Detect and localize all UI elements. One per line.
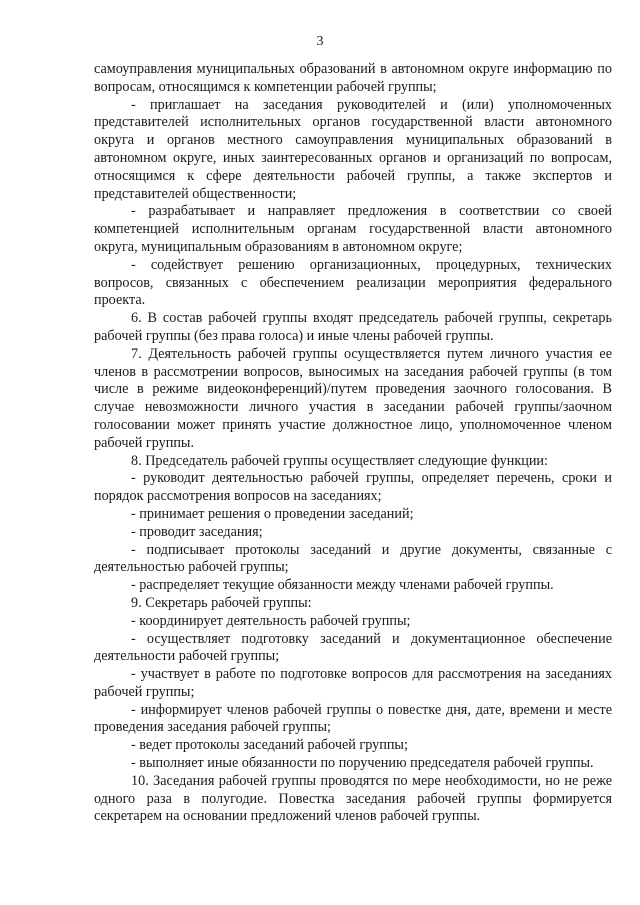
paragraph: - разрабатывает и направляет предложения в соответствии со своей компетенцией исполнительным органам государственной власти автономного округа, муниципальным образованиям в автономном округе; bbox=[94, 203, 612, 255]
document-body bbox=[94, 61, 612, 826]
paragraph: - подписывает протоколы заседаний и другие документы, связанные с деятельностью рабочей группы; bbox=[94, 541, 612, 576]
page-number: 3 bbox=[316, 34, 324, 49]
paragraph: - информирует членов рабочей группы о повестке дня, дате, времени и месте проведения заседания рабочей группы; bbox=[94, 701, 612, 736]
paragraph: - содействует решению организационных, процедурных, технических вопросов, связанных с обеспечением реализации мероприятия федерального проекта. bbox=[94, 256, 612, 309]
paragraph: - ведет протоколы заседаний рабочей группы; bbox=[131, 737, 408, 754]
paragraph: - проводит заседания; bbox=[131, 523, 263, 540]
paragraph: - приглашает на заседания руководителей и (или) уполномоченных представителей исполнительных органов государственной власти автономного округа и органов местного самоуправления муниципальных образований в автономном округе, иных заинтересованных органов и организаций по вопросам, относящимся к сфере деятельности рабочей группы, а также экспертов и представителей общественности; bbox=[94, 96, 612, 202]
paragraph: - координирует деятельность рабочей группы; bbox=[131, 612, 411, 629]
paragraph: - осуществляет подготовку заседаний и документационное обеспечение деятельности рабочей группы; bbox=[94, 630, 612, 665]
paragraph: 9. Секретарь рабочей группы: bbox=[131, 594, 312, 611]
paragraph: 7. Деятельность рабочей группы осуществляется путем личного участия ее членов в рассмотрении вопросов, выносимых на заседания рабочей группы (в том числе в режиме видеоконференций)/путем проведения заочного голосования. В случае невозможности личного участия в заседании рабочей группы/заочном голосовании может принять участие должностное лицо, уполномоченное членом рабочей группы. bbox=[94, 345, 612, 451]
paragraph-continued: самоуправления муниципальных образований в автономном округе информацию по вопросам, относящимся к компетенции рабочей группы; bbox=[94, 61, 612, 95]
paragraph: - выполняет иные обязанности по поручению председателя рабочей группы. bbox=[131, 755, 594, 772]
paragraph: 6. В состав рабочей группы входят председатель рабочей группы, секретарь рабочей группы (без права голоса) и иные члены рабочей группы. bbox=[94, 310, 612, 344]
paragraph: - руководит деятельностью рабочей группы, определяет перечень, сроки и порядок рассмотрения вопросов на заседаниях; bbox=[94, 470, 612, 505]
paragraph: - участвует в работе по подготовке вопросов для рассмотрения на заседаниях рабочей группы; bbox=[94, 666, 612, 700]
paragraph: 8. Председатель рабочей группы осуществляет следующие функции: bbox=[131, 452, 548, 469]
paragraph: - распределяет текущие обязанности между членами рабочей группы. bbox=[131, 577, 554, 594]
paragraph: - принимает решения о проведении заседаний; bbox=[131, 505, 414, 522]
paragraph: 10. Заседания рабочей группы проводятся по мере необходимости, но не реже одного раза в полугодие. Повестка заседания рабочей группы формируется секретарем на основании предложений членов рабочей группы. bbox=[94, 772, 612, 825]
